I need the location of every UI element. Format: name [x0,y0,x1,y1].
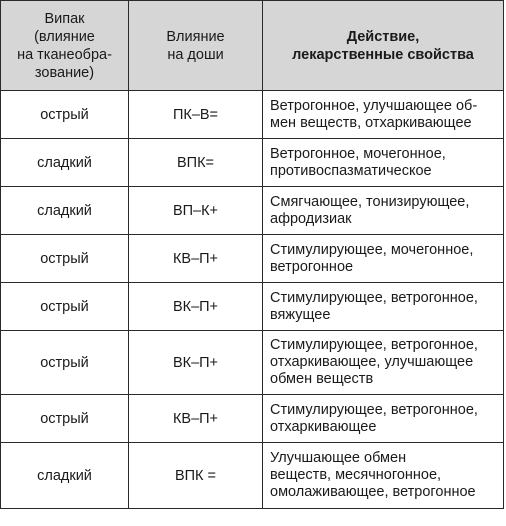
vipak-cell: острый [1,395,129,443]
header-action [263,1,504,91]
dosha-influence-cell: ВП–К+ [129,187,263,235]
action-line: Стимулирующее, ветрогонное, [270,289,478,306]
vipak-cell: острый [1,235,129,283]
dosha-influence-cell: ВК–П+ [129,331,263,395]
action-line: вяжущее [270,306,331,323]
dosha-influence-cell: ПК–В= [129,91,263,139]
action-line: афродизиак [270,210,352,227]
dosha-influence-cell: КВ–П+ [129,235,263,283]
table-row [1,235,504,283]
action-line: Ветрогонное, улучшающее об- [270,97,478,114]
header-influence [129,1,263,91]
action-line: Стимулирующее, ветрогонное, [270,401,478,418]
action-cell [263,283,504,331]
action-line: Стимулирующее, мочегонное, [270,241,474,258]
action-cell [263,331,504,395]
table-body [1,91,504,509]
header-vipak [1,1,129,91]
table-row [1,187,504,235]
action-line: ветрогонное [270,258,354,275]
action-line: веществ, месячногонное, [270,467,442,483]
table-header [1,1,504,91]
action-cell [263,443,504,509]
dosha-influence-cell: ВПК = [129,443,263,509]
action-line: обмен веществ [270,371,374,387]
header-row [1,1,504,91]
header-influence-line-1: Влияние [166,28,225,45]
dosha-influence-cell: КВ–П+ [129,395,263,443]
action-line: Стимулирующее, ветрогонное, [270,337,478,353]
action-cell [263,187,504,235]
action-line: омолаживающее, ветрогонное [270,484,476,500]
header-vipak-line-1: Випак [44,10,85,27]
action-cell [263,139,504,187]
action-line: мен веществ, отхаркивающее [270,114,472,131]
header-vipak-line-4: зование) [34,64,95,81]
header-vipak-line-2: (влияние [34,28,95,45]
table-row [1,331,504,395]
table-row [1,91,504,139]
vipak-cell: сладкий [1,139,129,187]
action-cell [263,395,504,443]
dosha-influence-cell: ВК–П+ [129,283,263,331]
table-row [1,139,504,187]
table-row [1,443,504,509]
header-vipak-line-3: на тканеобра- [17,46,112,63]
action-line: противоспазматическое [270,162,432,179]
vipak-cell: острый [1,91,129,139]
vipak-cell: острый [1,331,129,395]
table-row [1,395,504,443]
action-line: отхаркивающее [270,418,377,435]
action-line: Смягчающее, тонизирующее, [270,193,470,210]
header-influence-line-2: на доши [167,46,224,63]
header-action-line-2: лекарственные свойства [292,46,474,63]
action-line: Ветрогонное, мочегонное, [270,145,446,162]
action-cell [263,91,504,139]
action-line: отхаркивающее, улучшающее [270,354,474,370]
vipak-cell: сладкий [1,187,129,235]
table-row [1,283,504,331]
action-cell [263,235,504,283]
vipak-cell: сладкий [1,443,129,509]
header-action-line-1: Действие, [346,28,420,45]
action-line: Улучшающее обмен [270,450,407,466]
dosha-influence-cell: ВПК= [129,139,263,187]
vipak-cell: острый [1,283,129,331]
